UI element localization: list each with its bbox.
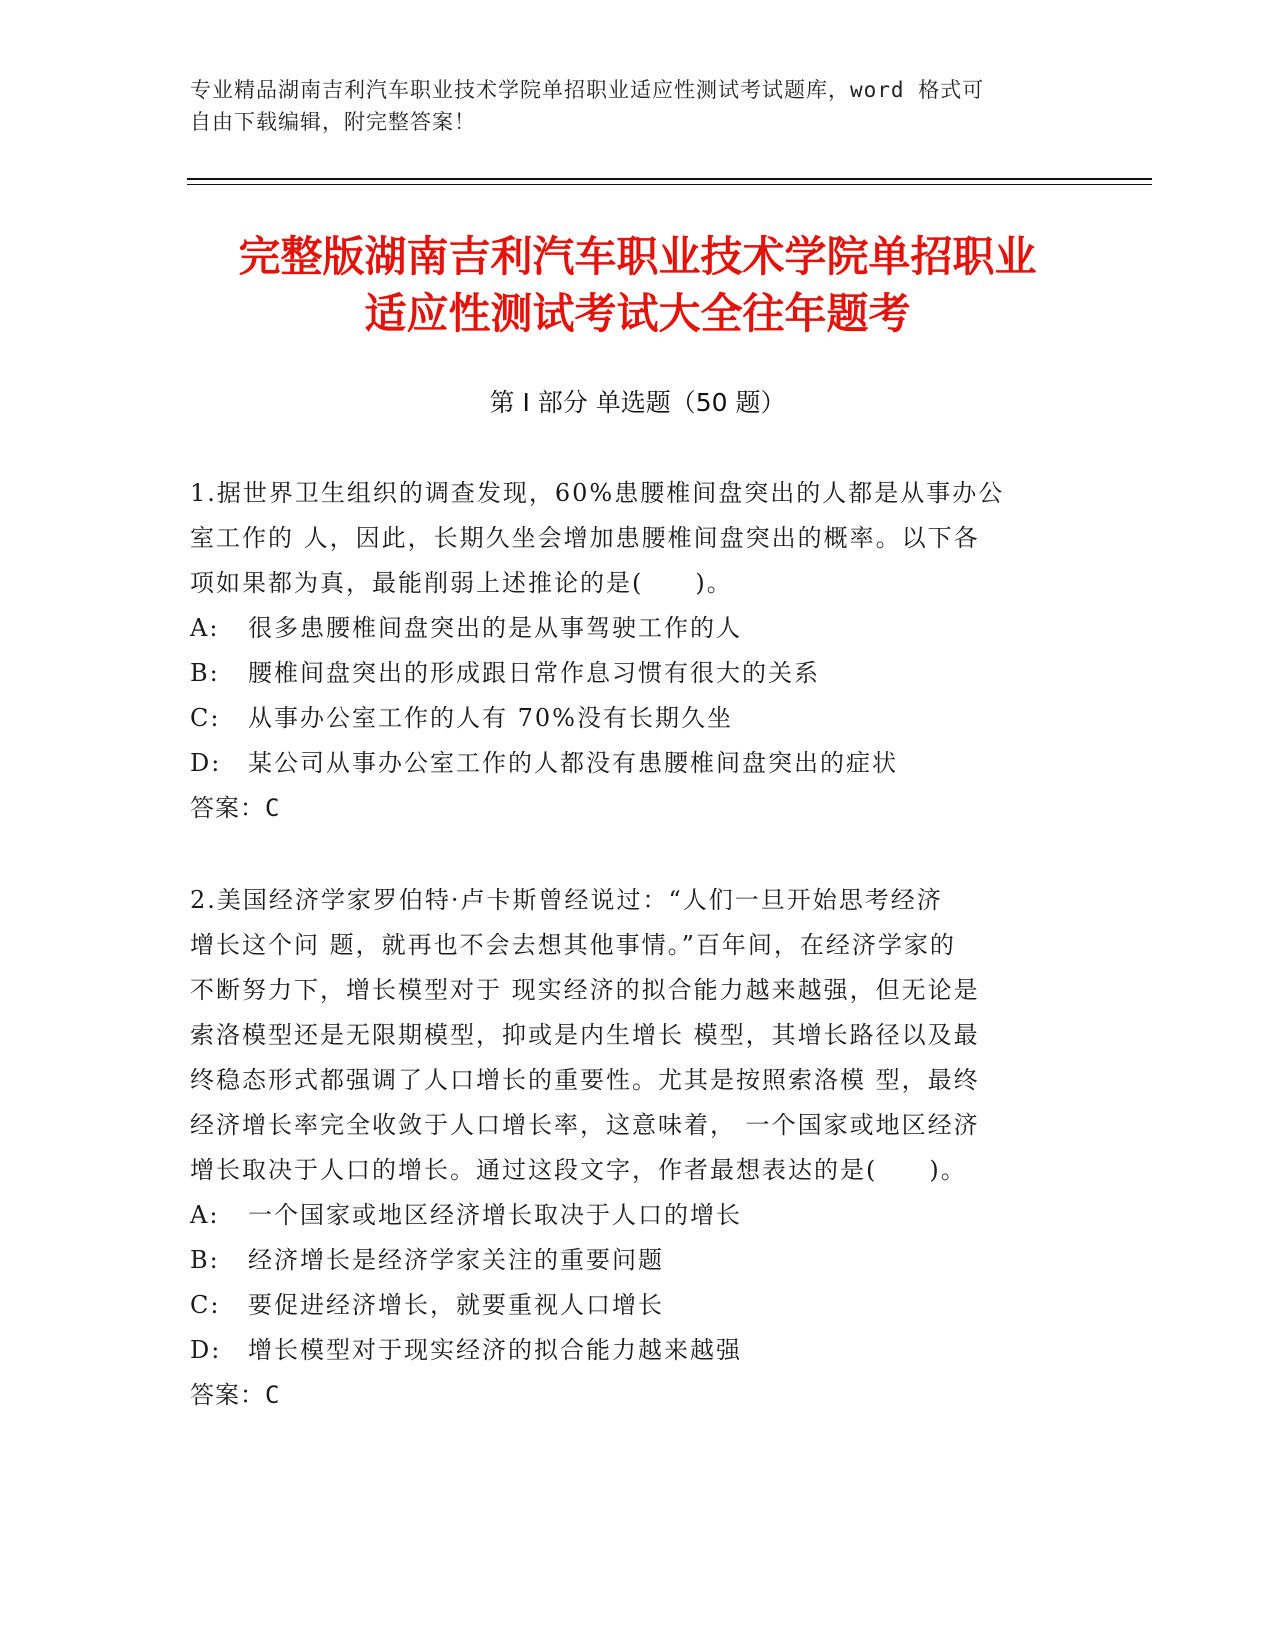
header-note-line-2: 自由下载编辑，附完整答案！ — [190, 110, 476, 134]
header-note — [190, 74, 1090, 138]
option-letter: B: — [190, 1246, 220, 1274]
question-stem-line: 增长取决于人口的增长。通过这段文字，作者最想表达的是( )。 — [190, 1156, 967, 1184]
option-d — [190, 741, 1080, 786]
option-letter: A: — [190, 1201, 220, 1229]
answer-line: 答案：C — [190, 794, 281, 822]
option-letter: D: — [190, 749, 222, 777]
question-stem-line: 2.美国经济学家罗伯特·卢卡斯曾经说过：“人们一旦开始思考经济 — [190, 886, 943, 914]
document-title — [150, 228, 1125, 342]
option-text: 一个国家或地区经济增长取决于人口的增长 — [248, 1201, 742, 1229]
question-2 — [190, 878, 1080, 1418]
option-c — [190, 1283, 1080, 1328]
option-text: 增长模型对于现实经济的拟合能力越来越强 — [248, 1336, 742, 1364]
question-stem-line: 经济增长率完全收敛于人口增长率，这意味着， 一个国家或地区经济 — [190, 1111, 980, 1139]
question-stem-line: 1.据世界卫生组织的调查发现，60%患腰椎间盘突出的人都是从事办公 — [190, 479, 1005, 507]
option-text: 经济增长是经济学家关注的重要问题 — [248, 1246, 664, 1274]
question-stem-line: 室工作的 人，因此，长期久坐会增加患腰椎间盘突出的概率。以下各 — [190, 524, 980, 552]
option-d — [190, 1328, 1080, 1373]
option-a — [190, 606, 1080, 651]
question-1 — [190, 471, 1080, 831]
question-stem-line: 索洛模型还是无限期模型，抑或是内生增长 模型，其增长路径以及最 — [190, 1021, 980, 1049]
header-divider-thin — [187, 184, 1152, 185]
option-letter: A: — [190, 614, 220, 642]
option-text: 从事办公室工作的人有 70%没有长期久坐 — [248, 704, 733, 732]
option-letter: C: — [190, 704, 221, 732]
header-note-line-1: 专业精品湖南吉利汽车职业技术学院单招职业适应性测试考试题库，word 格式可 — [190, 78, 985, 102]
option-c — [190, 696, 1080, 741]
question-stem-line: 增长这个问 题，就再也不会去想其他事情。”百年间，在经济学家的 — [190, 931, 956, 959]
option-text: 腰椎间盘突出的形成跟日常作息习惯有很大的关系 — [248, 659, 820, 687]
document-title-line-1: 完整版湖南吉利汽车职业技术学院单招职业 — [238, 232, 1037, 281]
option-text: 很多患腰椎间盘突出的是从事驾驶工作的人 — [248, 614, 742, 642]
option-b — [190, 1238, 1080, 1283]
option-text: 某公司从事办公室工作的人都没有患腰椎间盘突出的症状 — [248, 749, 898, 777]
question-stem-line: 项如果都为真，最能削弱上述推论的是( )。 — [190, 569, 733, 597]
document-title-line-2: 适应性测试考试大全往年题考 — [364, 289, 911, 338]
section-heading: 第 I 部分 单选题（50 题） — [489, 388, 786, 417]
question-stem-line: 不断努力下，增长模型对于 现实经济的拟合能力越来越强，但无论是 — [190, 976, 980, 1004]
option-text: 要促进经济增长，就要重视人口增长 — [248, 1291, 664, 1319]
answer-line: 答案：C — [190, 1381, 281, 1409]
option-b — [190, 651, 1080, 696]
option-a — [190, 1193, 1080, 1238]
header-divider-thick — [187, 178, 1152, 180]
question-stem-line: 终稳态形式都强调了人口增长的重要性。尤其是按照索洛模 型，最终 — [190, 1066, 980, 1094]
option-letter: C: — [190, 1291, 221, 1319]
option-letter: B: — [190, 659, 220, 687]
option-letter: D: — [190, 1336, 222, 1364]
